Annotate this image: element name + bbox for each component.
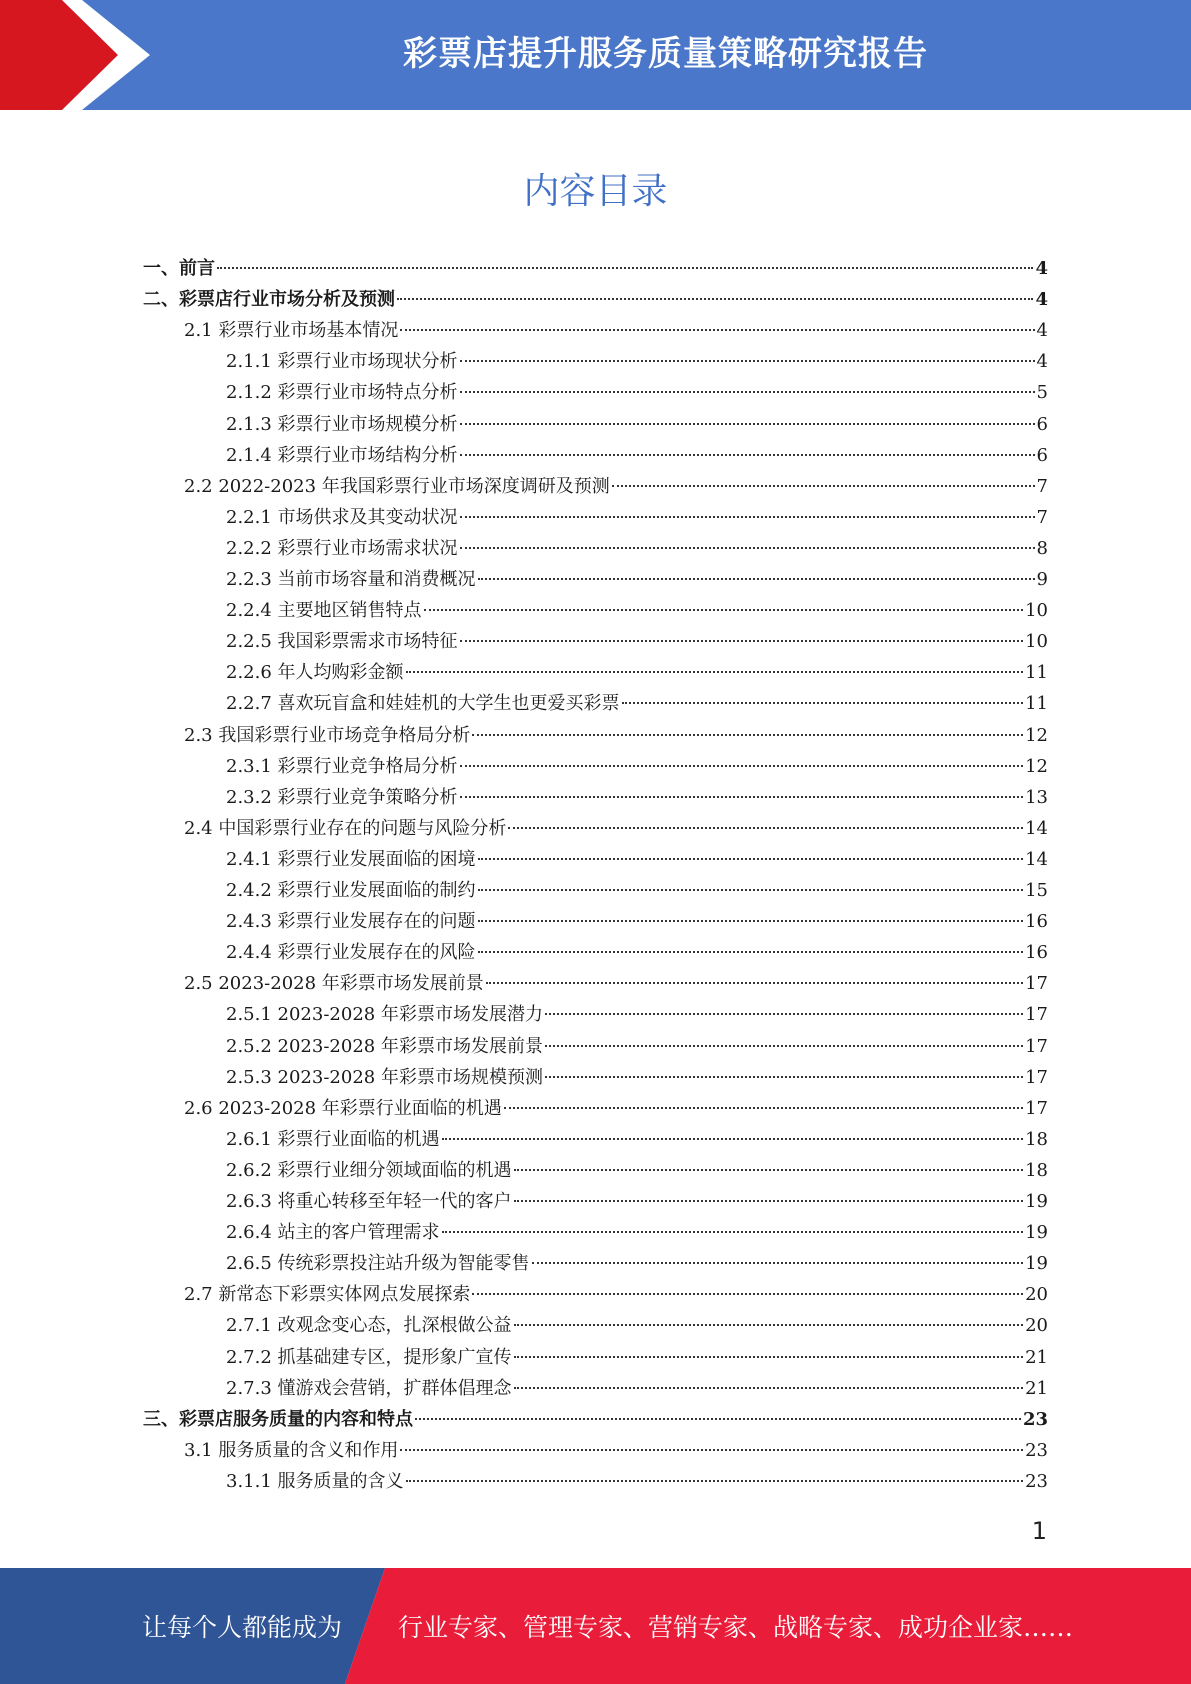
footer-slogan-left: 让每个人都能成为	[142, 1613, 343, 1642]
toc-entry-page: 19	[1025, 1222, 1048, 1244]
toc-entry[interactable]	[226, 1466, 1048, 1497]
toc-entry[interactable]	[184, 813, 1048, 844]
toc-entry-page: 4	[1035, 289, 1048, 311]
toc-entry[interactable]	[226, 1155, 1048, 1186]
toc-entry-page: 5	[1036, 382, 1048, 404]
toc-entry[interactable]	[226, 1031, 1048, 1062]
toc-entry-label: 2.6.1 彩票行业面临的机遇	[226, 1128, 440, 1150]
toc-entry-page: 17	[1025, 1004, 1048, 1026]
toc-entry-page: 23	[1022, 1408, 1048, 1430]
toc-entry-page: 21	[1025, 1346, 1048, 1368]
toc-entry[interactable]	[184, 1093, 1048, 1124]
toc-entry-label: 2.1.3 彩票行业市场规模分析	[226, 413, 458, 435]
toc-entry-label: 2.2 2022-2023 年我国彩票行业市场深度调研及预测	[184, 475, 610, 497]
toc-leader-dots	[545, 1045, 1023, 1047]
report-title: 彩票店提升服务质量策略研究报告	[403, 34, 928, 74]
toc-entry[interactable]	[226, 1310, 1048, 1341]
toc-entry-label: 2.4.1 彩票行业发展面临的困境	[226, 848, 476, 870]
toc-entry-label: 2.4.2 彩票行业发展面临的制约	[226, 880, 476, 901]
toc-entry-label: 2.6 2023-2028 年彩票行业面临的机遇	[184, 1097, 502, 1119]
toc-entry-label: 2.7.3 懂游戏会营销，扩群体倡理念	[226, 1377, 512, 1399]
toc-entry[interactable]	[226, 751, 1048, 782]
toc-entry-page: 4	[1036, 320, 1048, 342]
toc-entry-label: 2.4 中国彩票行业存在的问题与风险分析	[184, 817, 507, 839]
toc-entry-label: 3.1 服务质量的含义和作用	[184, 1439, 399, 1461]
toc-leader-dots	[460, 547, 1035, 549]
toc-entry-page: 12	[1025, 755, 1048, 777]
toc-entry-label: 2.3.2 彩票行业竞争策略分析	[226, 786, 458, 808]
toc-entry-label: 2.3 我国彩票行业市场竞争格局分析	[184, 724, 471, 746]
toc-entry-page: 4	[1035, 258, 1048, 279]
page-header	[0, 0, 1191, 110]
toc-entry[interactable]	[143, 253, 1048, 284]
toc-leader-dots	[545, 1013, 1023, 1015]
toc-leader-dots	[478, 578, 1035, 580]
toc-entry[interactable]	[226, 409, 1048, 440]
toc-entry[interactable]	[226, 346, 1048, 377]
toc-entry-page: 13	[1025, 786, 1048, 808]
toc-entry-label: 2.5 2023-2028 年彩票市场发展前景	[184, 973, 484, 995]
toc-entry[interactable]	[226, 1342, 1048, 1373]
toc-entry-page: 12	[1025, 724, 1048, 746]
toc-entry[interactable]	[184, 471, 1048, 502]
toc-entry-label: 2.2.2 彩票行业市场需求状况	[226, 537, 458, 559]
toc-entry-label: 2.4.4 彩票行业发展存在的风险	[226, 942, 476, 964]
toc-leader-dots	[406, 1480, 1024, 1482]
toc-entry-page: 11	[1025, 662, 1048, 684]
toc-entry-label: 2.3.1 彩票行业竞争格局分析	[226, 755, 458, 777]
toc-entry-label: 2.6.5 传统彩票投注站升级为智能零售	[226, 1253, 530, 1275]
toc-entry-page: 17	[1025, 1097, 1048, 1119]
toc-leader-dots	[478, 889, 1024, 891]
toc-leader-dots	[460, 516, 1035, 518]
toc-leader-dots	[424, 609, 1024, 611]
toc-leader-dots	[400, 1449, 1023, 1451]
toc-entry[interactable]	[226, 533, 1048, 564]
toc-entry-page: 19	[1025, 1191, 1048, 1212]
toc-leader-dots	[478, 920, 1024, 922]
toc-entry[interactable]	[184, 720, 1048, 751]
toc-entry-label: 3.1.1 服务质量的含义	[226, 1470, 404, 1492]
toc-entry-label: 2.5.2 2023-2028 年彩票市场发展前景	[226, 1035, 543, 1057]
toc-leader-dots	[545, 1076, 1023, 1078]
footer-slogan-right: 行业专家、管理专家、营销专家、战略专家、成功企业家……	[398, 1613, 1074, 1642]
toc-leader-dots	[508, 827, 1023, 829]
toc-entry-page: 20	[1025, 1284, 1048, 1306]
toc-entry[interactable]	[226, 502, 1048, 533]
toc-entry[interactable]	[184, 1435, 1048, 1466]
toc-entry-label: 2.4.3 彩票行业发展存在的问题	[226, 911, 476, 933]
toc-entry-page: 17	[1025, 1035, 1048, 1057]
toc-leader-dots	[504, 1107, 1023, 1109]
toc-entry-page: 21	[1025, 1377, 1048, 1399]
toc-entry[interactable]	[226, 1186, 1048, 1217]
toc-entry-page: 14	[1025, 848, 1048, 870]
toc-entry[interactable]	[143, 1404, 1048, 1435]
toc-entry-label: 2.2.7 喜欢玩盲盒和娃娃机的大学生也更爱买彩票	[226, 693, 620, 715]
toc-leader-dots	[472, 1293, 1023, 1295]
toc-leader-dots	[460, 765, 1024, 767]
toc-entry-label: 二、彩票店行业市场分析及预测	[143, 289, 395, 311]
toc-entry[interactable]	[226, 688, 1048, 719]
toc-leader-dots	[460, 391, 1035, 393]
toc-entry-page: 16	[1025, 911, 1048, 933]
toc-entry[interactable]	[226, 937, 1048, 968]
toc-entry[interactable]	[226, 1062, 1048, 1093]
toc-leader-dots	[460, 423, 1035, 425]
toc-leader-dots	[478, 858, 1024, 860]
toc-entry-label: 2.2.4 主要地区销售特点	[226, 600, 422, 622]
toc-entry-page: 23	[1025, 1470, 1048, 1492]
toc-entry[interactable]	[226, 844, 1048, 875]
toc-entry-page: 11	[1025, 693, 1048, 715]
toc-entry[interactable]	[226, 657, 1048, 688]
toc-leader-dots	[532, 1262, 1024, 1264]
toc-entry-page: 10	[1025, 631, 1048, 653]
toc-entry[interactable]	[226, 782, 1048, 813]
toc-leader-dots	[460, 796, 1024, 798]
toc-entry-label: 2.7.1 改观念变心态，扎深根做公益	[226, 1315, 512, 1337]
toc-leader-dots	[460, 640, 1024, 642]
toc-entry-page: 20	[1025, 1315, 1048, 1337]
toc-entry[interactable]	[184, 315, 1048, 346]
toc-entry-page: 9	[1036, 569, 1048, 590]
toc-entry[interactable]	[226, 1248, 1048, 1279]
toc-leader-dots	[514, 1356, 1024, 1358]
page-footer	[0, 1568, 1191, 1684]
toc-entry-page: 7	[1036, 506, 1048, 528]
toc-entry-label: 2.5.3 2023-2028 年彩票市场规模预测	[226, 1066, 543, 1088]
toc-entry-label: 2.2.6 年人均购彩金额	[226, 662, 404, 684]
toc-entry[interactable]	[226, 1373, 1048, 1404]
toc-entry[interactable]	[226, 595, 1048, 626]
toc-leader-dots	[622, 702, 1024, 704]
toc-leader-dots	[514, 1387, 1024, 1389]
toc-entry-page: 6	[1036, 413, 1048, 435]
toc-entry-label: 2.6.3 将重心转移至年轻一代的客户	[226, 1191, 512, 1212]
toc-entry[interactable]	[226, 906, 1048, 937]
toc-entry[interactable]	[226, 1124, 1048, 1155]
toc-entry[interactable]	[226, 626, 1048, 657]
toc-entry[interactable]	[143, 284, 1048, 315]
toc-entry-page: 14	[1025, 817, 1048, 839]
toc-entry-label: 2.7 新常态下彩票实体网点发展探索	[184, 1284, 471, 1306]
toc-entry-page: 8	[1036, 537, 1048, 559]
toc-heading: 内容目录	[523, 171, 668, 212]
toc-entry-page: 16	[1025, 942, 1048, 964]
toc-entry-page: 19	[1025, 1253, 1048, 1275]
toc-entry-label: 2.2.3 当前市场容量和消费概况	[226, 569, 476, 590]
toc-entry-label: 2.1 彩票行业市场基本情况	[184, 320, 399, 342]
toc-entry-page: 7	[1036, 475, 1048, 497]
toc-leader-dots	[514, 1200, 1024, 1202]
toc-entry[interactable]	[184, 968, 1048, 999]
toc-leader-dots	[460, 360, 1035, 362]
toc-entry-page: 17	[1025, 973, 1048, 995]
toc-leader-dots	[478, 951, 1024, 953]
toc-entry[interactable]	[226, 564, 1048, 595]
toc-entry-label: 三、彩票店服务质量的内容和特点	[143, 1408, 413, 1430]
toc-entry-label: 2.6.2 彩票行业细分领域面临的机遇	[226, 1159, 512, 1181]
toc-leader-dots	[514, 1169, 1024, 1171]
toc-leader-dots	[442, 1231, 1024, 1233]
toc-entry-page: 18	[1025, 1159, 1048, 1181]
toc-leader-dots	[514, 1324, 1024, 1326]
toc-entry-page: 23	[1025, 1439, 1048, 1461]
toc-leader-dots	[397, 298, 1033, 300]
toc-entry-label: 2.2.1 市场供求及其变动状况	[226, 506, 458, 528]
toc-leader-dots	[400, 329, 1034, 331]
toc-entry-page: 17	[1025, 1066, 1048, 1088]
toc-entry-label: 2.1.4 彩票行业市场结构分析	[226, 444, 458, 466]
toc-leader-dots	[406, 671, 1024, 673]
toc-entry-label: 2.5.1 2023-2028 年彩票市场发展潜力	[226, 1004, 543, 1026]
toc-entry-page: 10	[1025, 600, 1048, 622]
toc-entry-label: 2.1.1 彩票行业市场现状分析	[226, 351, 458, 373]
toc-entry-page: 18	[1025, 1128, 1048, 1150]
toc-entry-page: 4	[1036, 351, 1048, 373]
toc-leader-dots	[442, 1138, 1024, 1140]
toc-leader-dots	[460, 454, 1035, 456]
toc-entry-page: 6	[1036, 444, 1048, 466]
toc-leader-dots	[612, 485, 1035, 487]
toc-entry-label: 2.6.4 站主的客户管理需求	[226, 1222, 440, 1244]
toc-leader-dots	[415, 1418, 1021, 1420]
toc-leader-dots	[217, 267, 1033, 269]
toc-entry[interactable]	[226, 999, 1048, 1030]
toc-entry-label: 2.7.2 抓基础建专区，提形象广宣传	[226, 1346, 512, 1368]
toc-entry[interactable]	[184, 1279, 1048, 1310]
toc-entry-label: 2.2.5 我国彩票需求市场特征	[226, 631, 458, 653]
page-number: 1	[1031, 1517, 1047, 1545]
toc-entry[interactable]	[226, 875, 1048, 906]
toc-leader-dots	[486, 982, 1023, 984]
toc-entry[interactable]	[226, 1217, 1048, 1248]
toc-entry-page: 15	[1025, 880, 1048, 901]
toc-leader-dots	[472, 734, 1023, 736]
toc-entry-label: 一、前言	[143, 258, 215, 279]
toc-entry[interactable]	[226, 377, 1048, 408]
toc-entry[interactable]	[226, 440, 1048, 471]
toc-entry-label: 2.1.2 彩票行业市场特点分析	[226, 382, 458, 404]
